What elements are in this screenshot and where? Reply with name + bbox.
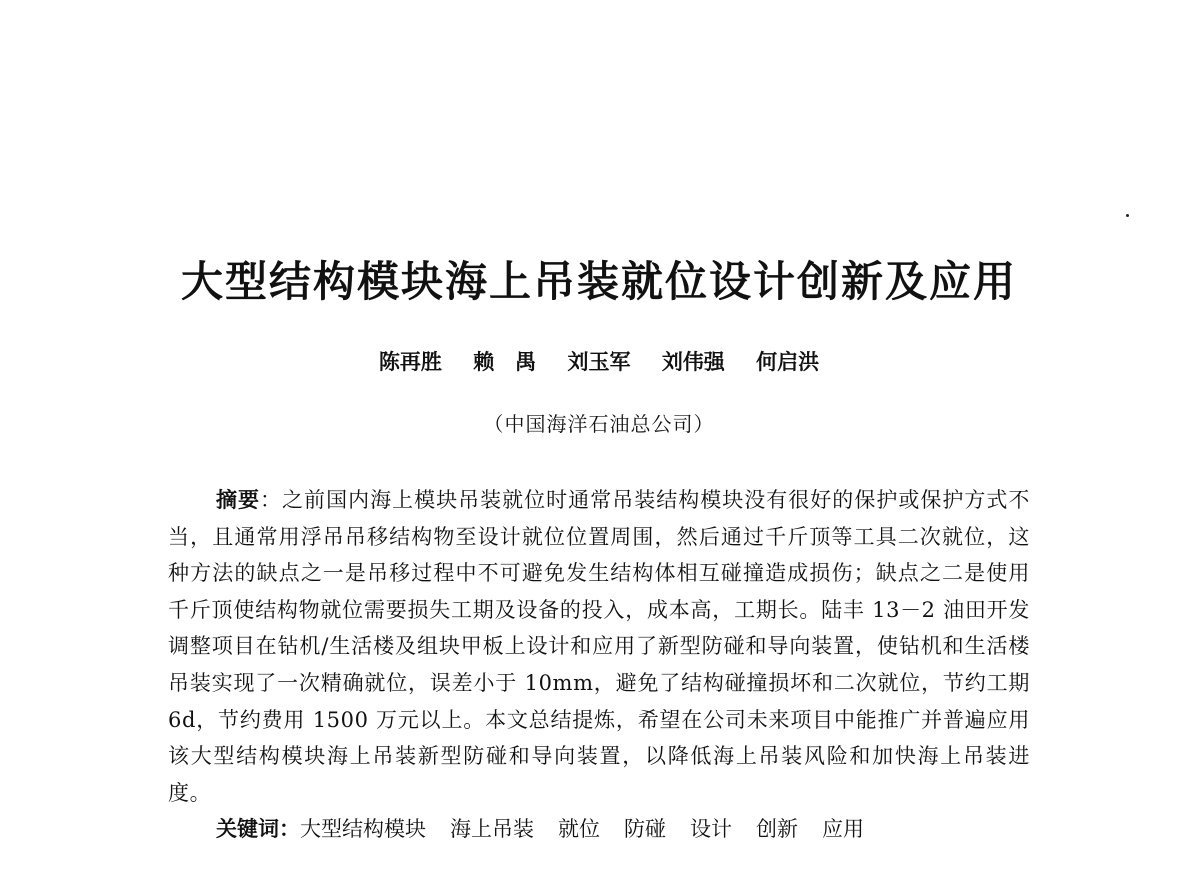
keyword: 防碰 — [624, 817, 666, 841]
keywords-label: 关键词 — [216, 817, 279, 841]
author-name: 刘伟强 — [661, 349, 725, 374]
keyword: 海上吊装 — [450, 817, 534, 841]
affiliation: （中国海洋石油总公司） — [483, 412, 715, 436]
abstract-paragraph — [168, 482, 1030, 811]
abstract-label: 摘要 — [216, 488, 261, 512]
keyword: 大型结构模块 — [300, 817, 426, 841]
keywords-separator: ： — [279, 817, 300, 841]
abstract-separator: ： — [260, 488, 283, 512]
scan-speck — [1126, 214, 1129, 217]
keyword: 应用 — [822, 817, 864, 841]
keyword: 就位 — [558, 817, 600, 841]
author-name: 赖 禺 — [473, 349, 537, 374]
abstract-text: 之前国内海上模块吊装就位时通常吊装结构模块没有很好的保护或保护方式不当，且通常用浮吊吊移结构物至设计就位位置周围，然后通过千斤顶等工具二次就位，这种方法的缺点之一是吊移过程中不可避免发生结构体相互碰撞造成损伤；缺点之二是使用千斤顶使结构物就位需要损失工期及设备的投入，成本高，工期长。陆丰 13－2 油田开发调整项目在钻机/生活楼及组块甲板上设计和应用了新型防碰和导向装置，使钻机和生活楼吊装实现了一次精确就位，误差小于 10mm，避免了结构碰撞损坏和二次就位，节约工期 6d，节约费用 1500 万元以上。本文总结提炼，希望在公司未来项目中能推广并普遍应用该大型结构模块海上吊装新型防碰和导向装置，以降低海上吊装风险和加快海上吊装进度。 — [168, 488, 1030, 805]
author-name: 何启洪 — [756, 349, 820, 374]
keywords-line — [216, 811, 888, 847]
author-list — [0, 344, 1198, 380]
author-name: 刘玉军 — [567, 349, 631, 374]
author-name: 陈再胜 — [378, 349, 442, 374]
keyword: 创新 — [756, 817, 798, 841]
keyword: 设计 — [690, 817, 732, 841]
paper-title: 大型结构模块海上吊装就位设计创新及应用 — [180, 257, 1017, 306]
